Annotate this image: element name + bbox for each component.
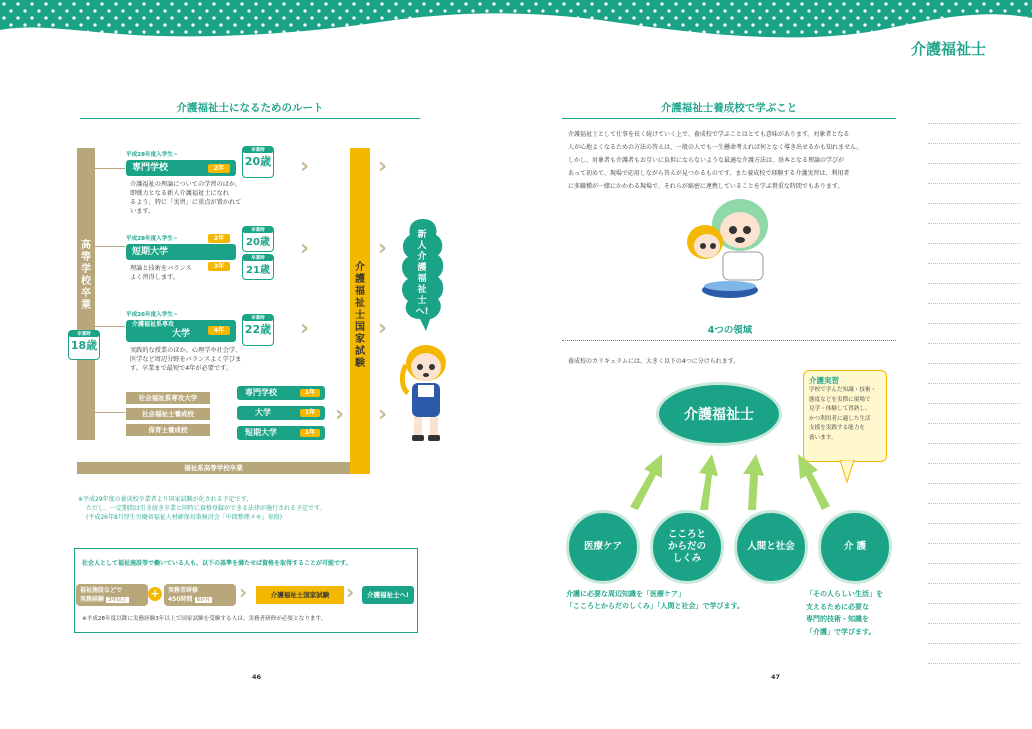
desc-line: 医学など周辺分野をバランスよく学びま [130,356,242,363]
desc-line: 理論と技術をバランス [130,265,192,272]
box-item1-line2: 実務経験 [80,596,105,603]
box-item1-years: 3年以上 [108,597,127,603]
transfer-1-years: 1年 [300,389,320,397]
route2-age-value: 20歳 [246,237,270,248]
desc-line: 介護福祉の理論についての学習のほか、 [130,181,242,188]
transfer-3: 短期大学 [237,426,325,440]
box-item2-months: 6か月 [196,597,211,603]
other-school-3: 保育士養成校 [126,424,210,436]
route3-desc [130,346,280,373]
bottom-right-text [806,588,906,638]
route2-years-alt: 3年 [208,262,230,271]
route3-school-line2: 大学 [172,329,191,339]
route2-age-alt-value: 21歳 [246,265,270,276]
box-item1 [76,584,148,606]
left-title-rule [80,118,420,119]
route1-desc [130,180,280,216]
hs-graduation-label: 高等学校卒業 [81,240,91,311]
bottom-right-line: 「その人らしい生活」を [806,590,883,598]
arrow-right-icon: › [335,402,345,427]
desc-line: 即戦力となる新人介護福祉士になれ [130,190,229,197]
center-ellipse: 介護福祉士 [656,382,782,446]
connector [95,246,125,247]
areas-rule [562,340,896,342]
route3-age [242,314,274,346]
desc-line: よく習得します。 [130,274,180,281]
route2-age-alt-caption: 卒業時 [243,255,273,261]
new-caregiver-label: 新人介護福祉士へ! [415,230,429,317]
box-item2 [164,584,236,606]
note-line: (平成26年8月厚生労働省福祉人材確保対策検討会「中間整理メモ」参照) [86,514,283,521]
up-arrows [610,442,850,512]
header-wave-band [0,0,1032,60]
box-result: 介護福祉士へ! [362,586,414,604]
route1-school: 専門学校 [126,160,236,176]
route2-note: 平成28年度入学生~ [126,236,178,242]
circle-medical: 医療ケア [566,510,640,584]
practice-line: 養います。 [809,434,837,441]
age-18-caption: 卒業時 [69,331,99,337]
desc-line: るよう、特に「実習」に重点が置かれて [130,199,242,206]
route1-years: 2年 [208,164,230,173]
age-18-value: 18歳 [70,339,98,352]
route1-note: 平成28年度入学生~ [126,152,178,158]
circle-human-society: 人間と社会 [734,510,808,584]
right-title-rule [562,118,896,119]
connector [95,412,125,413]
box-item2-line1: 実務者研修 [168,587,199,594]
bottom-right-line: 支えるために必要な [806,602,869,611]
connector [95,168,125,169]
left-section-title: 介護福祉士になるためのルート [176,102,324,114]
arrow-right-icon: › [300,316,310,341]
route2-desc [130,264,210,282]
arrow-right-icon: › [300,236,310,261]
page-number-right: 47 [771,673,781,681]
exam-label: 介護福祉士国家試験 [355,262,365,369]
right-paragraph [568,128,898,193]
route2-years: 2年 [208,234,230,243]
transfer-1: 専門学校 [237,386,325,400]
route2-school: 短期大学 [126,244,236,260]
route1-age-caption: 卒業時 [243,147,273,153]
practice-line: 態度などを実際に現場で [809,396,871,403]
route3-note: 平成26年度入学生~ [126,312,178,318]
para-line: 介護福祉士として仕事を長く続けていく上で、養成校で学ぶことはとても意味があります。対象者となる [568,131,850,138]
route2-age-caption: 卒業時 [243,227,273,233]
caregiver-girl-illustration [396,335,460,445]
arrow-right-icon: › [378,316,388,341]
practice-line: 支援を実践する能力を [809,425,865,431]
arrow-right-icon: › [239,580,248,604]
areas-title: 4つの領域 [707,325,753,336]
route3-age-value: 22歳 [244,323,272,336]
connector [95,326,125,327]
route3-years: 4年 [208,326,230,335]
circle-mind-body [650,510,724,584]
box-item1-line1: 福祉施設などで [80,587,123,594]
box-exam: 介護福祉士国家試験 [256,586,344,604]
para-line: しかし、対象者も介護者もお互いに負担にならないような最適な介護方法は、基本となる理論の学びが [568,157,845,164]
arrow-right-icon: › [378,154,388,179]
bottom-left-text [566,588,776,612]
box-intro: 社会人として福祉施設等で働いている人も、以下の基準を満たせば資格を取得することが可能です。 [82,560,352,567]
para-line: 人が心地よくなるための方法の答えは、一般の人でも一生懸命考えれば何となく導き出せるかも知れません。 [568,144,863,151]
transfer-2-years: 1年 [300,409,320,417]
exam-bar-end [350,462,370,474]
route2-age-alt [242,254,274,280]
bottom-right-line: 「介護」で学びます。 [806,627,876,636]
bathing-care-illustration [675,190,785,305]
other-school-2: 社会福祉士養成校 [126,408,210,420]
practice-line: かつ利用者に適した生活 [809,415,871,422]
route2-age [242,226,274,252]
transfer-2: 大学 [237,406,325,420]
circle-line: こころと [667,529,706,540]
page-title: 介護福祉士 [910,40,986,58]
page-number-left: 46 [252,673,262,681]
practice-line: 見学・体験して習熟し、 [809,406,871,412]
arrow-right-icon: › [300,154,310,179]
para-line: に多職種が一緒にかかわる現場で、それらが綿密に連携していることを学ぶ貴重な時間でもあります。 [568,183,844,190]
left-notes [78,495,418,522]
desc-line: 実践的な授業のほか、心理学や社会学、 [130,347,242,354]
practice-line: 学校で学んだ知識・技術・ [809,387,877,393]
arrow-right-icon: › [378,236,388,261]
bottom-left-line: 介護に必要な周辺知識を「医療ケア」 [566,590,685,598]
bottom-left-line: 「こころとからだのしくみ」「人間と社会」で学びます。 [566,602,744,610]
desc-line: います。 [130,208,155,215]
other-school-1: 社会福祉系専攻大学 [126,392,210,404]
right-section-title: 介護福祉士養成校で学ぶこと [660,102,798,114]
plus-icon: + [148,587,162,601]
circle-line: しくみ [672,553,702,564]
route3-school-line1: 介護福祉系専攻 [132,321,175,328]
welfare-hs-bar: 福祉系高等学校卒業 [77,462,350,474]
route1-age [242,146,274,178]
para-line: あって初めて、現場で応用しながら答えが見つかるものです。また養成校で経験する介護実習は、利用者 [568,170,850,177]
transfer-3-years: 1年 [300,429,320,437]
note-line: ※平成29年度の養成校卒業者より国家試験が化される予定です。 [78,496,253,503]
arrow-right-icon: › [378,402,388,427]
box-footnote: ※平成28年度以降に実務経験3年以上で国家試験を受験する人は、実務者研修が必要となります。 [82,616,327,622]
circle-care: 介 護 [818,510,892,584]
note-line: ただし、一定期間は引き続き卒業と同時に資格登録ができる法律が施行される予定です。 [86,505,326,512]
age-18-badge [68,330,100,360]
desc-line: す。卒業まで最短で4年が必要です。 [130,365,232,372]
route1-age-value: 20歳 [244,155,272,168]
practice-title: 介護実習 [809,376,839,385]
box-item2-line2: 450時間 [168,596,193,603]
note-lines [928,104,1020,664]
route3-age-caption: 卒業時 [243,315,273,321]
curriculum-intro: 養成校のカリキュラムには、大きく以下の4つに分けられます。 [568,358,740,365]
bottom-right-line: 専門的技術・知識を [806,615,869,623]
arrow-right-icon: › [346,580,355,604]
circle-line: からだの [667,541,706,552]
